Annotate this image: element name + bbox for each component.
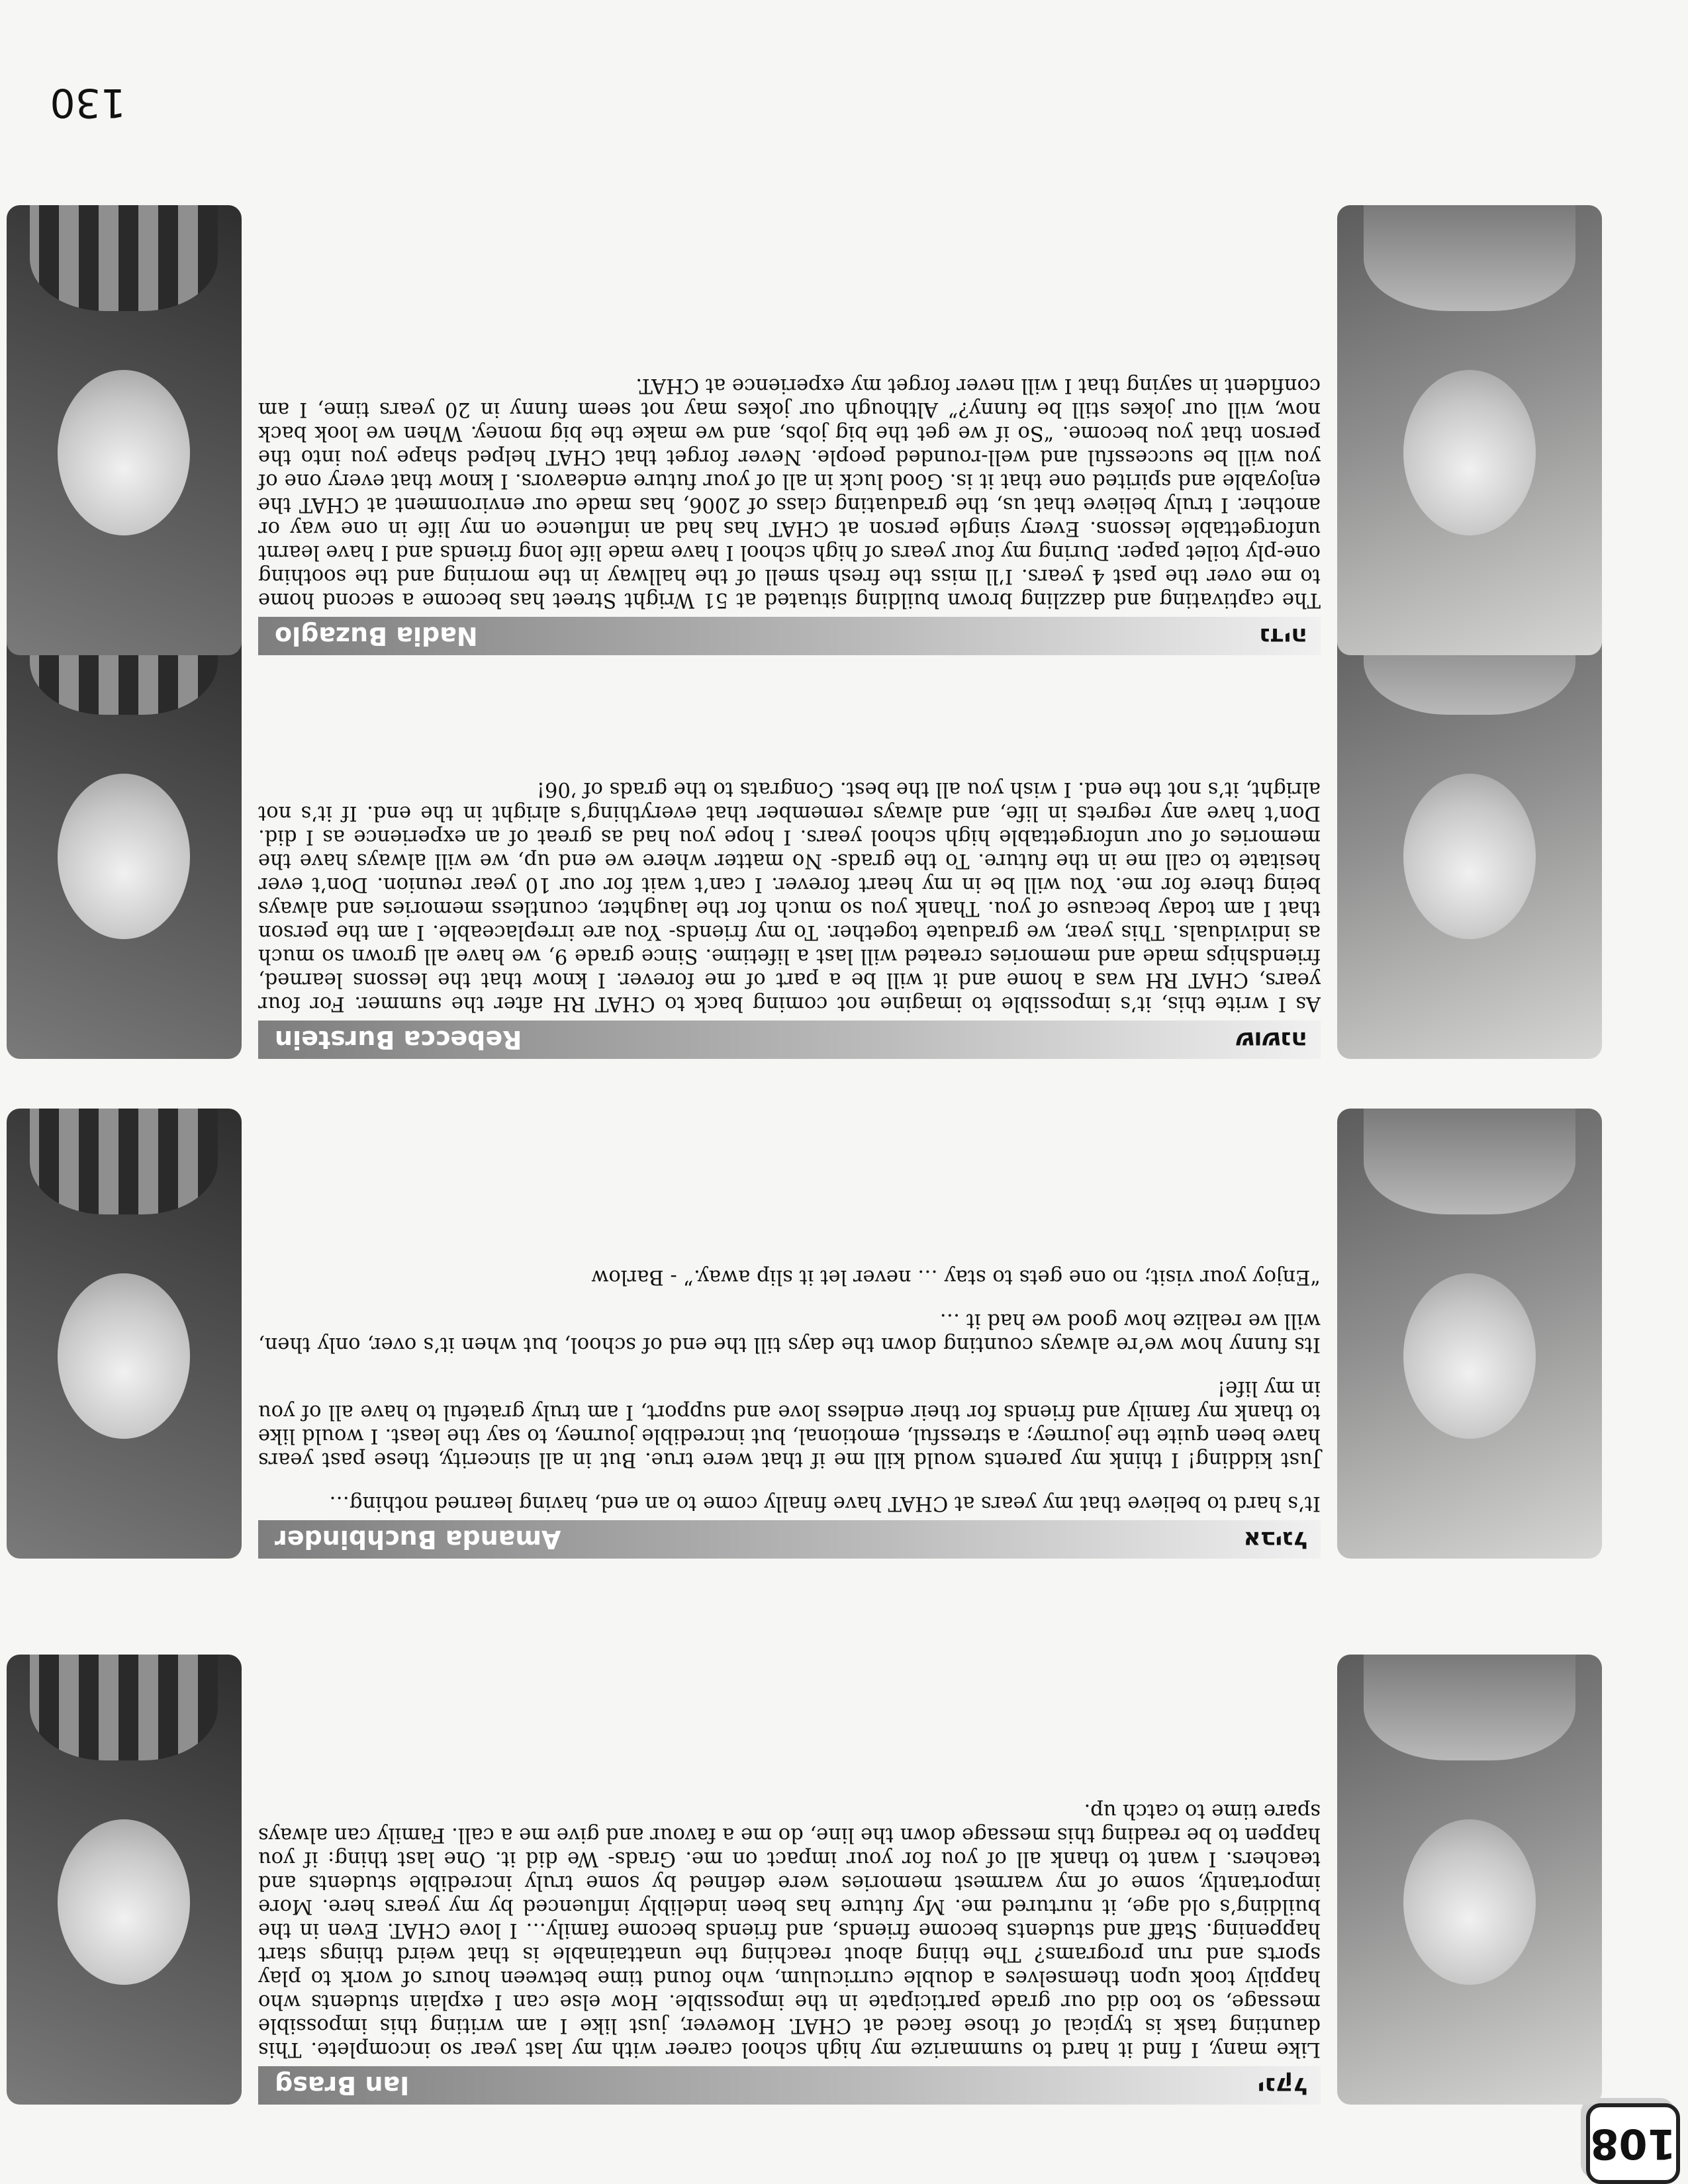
- page-number-badge: [1586, 2103, 1680, 2184]
- baby-face-shape: [1403, 774, 1536, 939]
- graduation-photo: [7, 1109, 242, 1559]
- grad-name: Ian Brasg: [275, 2071, 410, 2100]
- baby-face-shape: [1403, 1273, 1536, 1439]
- grad-entry: [7, 596, 1602, 1059]
- grad-message: [258, 1792, 1321, 2061]
- name-bar: [258, 1520, 1321, 1559]
- baby-photo: [1337, 205, 1602, 655]
- baby-photo: [1337, 1109, 1602, 1559]
- grad-face-shape: [58, 1819, 191, 1985]
- name-bar: [258, 2066, 1321, 2105]
- hebrew-name: שושנה: [1236, 1026, 1307, 1054]
- name-bar: [258, 617, 1321, 655]
- grad-face-shape: [58, 1273, 191, 1439]
- baby-photo: [1337, 1655, 1602, 2105]
- grad-message: [258, 770, 1321, 1015]
- message-paragraph: The captivating and dazzling brown building situated at 51 Wright Street has become a second home to me over the past 4 years. I’ll miss the fresh smell of the hallway in the morning and the soothing one-ply toilet paper. During my four years of high school I have made life long friends and I have learnt unforgettable lessons. Every single person at CHAT has had an influence on my life in one way or another. I truly believe that us, the graduating class of 2006, has made our environment at CHAT the enjoyable and spirited one that it is. Good luck in all of your future endeavors. I know that every one of you will be successful and well-rounded people. Never forget that CHAT helped shape you into the person that you become. “So if we get the big jobs, and we make the big money. When we look back now, will our jokes still be funny?” Although our jokes may not seem funny in 20 years time, I am confident in saying that I will never forget my experience at CHAT.: [258, 374, 1321, 612]
- grad-face-shape: [58, 774, 191, 939]
- grad-face-shape: [58, 370, 191, 535]
- name-bar: [258, 1021, 1321, 1059]
- hebrew-name: אביגל: [1243, 1526, 1307, 1553]
- baby-face-shape: [1403, 370, 1536, 535]
- baby-face-shape: [1403, 1819, 1536, 1985]
- grad-message: [258, 367, 1321, 612]
- baby-photo: [1337, 609, 1602, 1059]
- grad-body-shape: [30, 1109, 218, 1214]
- message-paragraph: As I write this, it’s impossible to imagine not coming back to CHAT RH after the summer. For four years, CHAT RH was a home and it will be a part of me forever. I know that the lessons learned, friendships made and memories created will last a lifetime. Since grade 9, we have all grown so much as individuals. This year, we graduate together. To my friends- You are irreplaceable. I am the person that I am today because of you. Thank you so much for the laughter, countless memories and always being there for me. You will be in my heart forever. I can’t wait for our 10 year reunion. Don’t ever hesitate to call me in the future. To the grads- No matter where we end up, we will always have the memories of our unforgettable high school years. I hope you had as great of an experience as I did. Don’t have any regrets in life, and always remember that everything’s alright in the end. If it’s not alright, it’s not the end. I wish you all the best. Congrats to the grads of ’06!: [258, 778, 1321, 1015]
- page-number-label: 108: [1590, 2120, 1676, 2168]
- graduation-photo: [7, 1655, 242, 2105]
- grad-name: Rebecca Burstein: [275, 1025, 522, 1054]
- message-paragraph: Just kidding! I think my parents would kill me if that were true. But in all sincerity, these past years have been quite the journey; a stressful, emotional, but incredible journey, to say the least. I would like to thank my family and friends for their endless love and support, I am truly grateful to have all of you in my life!: [258, 1377, 1321, 1471]
- grad-name: Nadia Buzaglo: [275, 621, 478, 651]
- grad-body-shape: [30, 205, 218, 311]
- grad-entry: [7, 1095, 1602, 1559]
- folio-number: 130: [50, 79, 126, 126]
- hebrew-name: נדיה: [1259, 623, 1307, 650]
- baby-body-shape: [1364, 1109, 1575, 1214]
- message-paragraph: “Enjoy your visit; no one gets to stay … never let it slip away.” - Barlow: [591, 1265, 1321, 1289]
- baby-body-shape: [1364, 1655, 1575, 1760]
- grad-entry: [7, 192, 1602, 655]
- grad-message: [258, 1258, 1321, 1515]
- message-paragraph: It’s hard to believe that my years at CHAT have finally come to an end, having learned nothing…: [329, 1492, 1321, 1515]
- grad-entry: [7, 1641, 1602, 2105]
- hebrew-name: ינקל: [1257, 2072, 1307, 2099]
- message-paragraph: Like many, I find it hard to summarize my high school career with my last year so incomplete. This daunting task is typical of those faced at CHAT. However, just like I am writing this impossible message, so too did our grade participate in the impossible. How else can I explain students who happily took upon themselves a double curriculum, who found time between hours of work to play sports and run programs? The thing about reaching the unattainable is that weird things start happening. Staff and students become friends, and friends become family… I love CHAT. Even in the building’s old age, it nurtured me. My future has been indelibly influenced by my years here. More importantly, some of my warmest memories were defined by some truly incredible students and teachers. I want to thank all of you for your impact on me. Grads- We did it. One last thing: if you happen to be reading this message down the line, do me a favour and give me a call. Family can always spare time to catch up.: [258, 1799, 1321, 2061]
- graduation-photo: [7, 205, 242, 655]
- grad-body-shape: [30, 1655, 218, 1760]
- graduation-photo: [7, 609, 242, 1059]
- message-paragraph: Its funny how we’re always counting down the days till the end of school, but when it’s over, only then, will we realize how good we had it …: [258, 1309, 1321, 1356]
- baby-body-shape: [1364, 205, 1575, 311]
- grad-name: Amanda Buchbinder: [275, 1525, 561, 1554]
